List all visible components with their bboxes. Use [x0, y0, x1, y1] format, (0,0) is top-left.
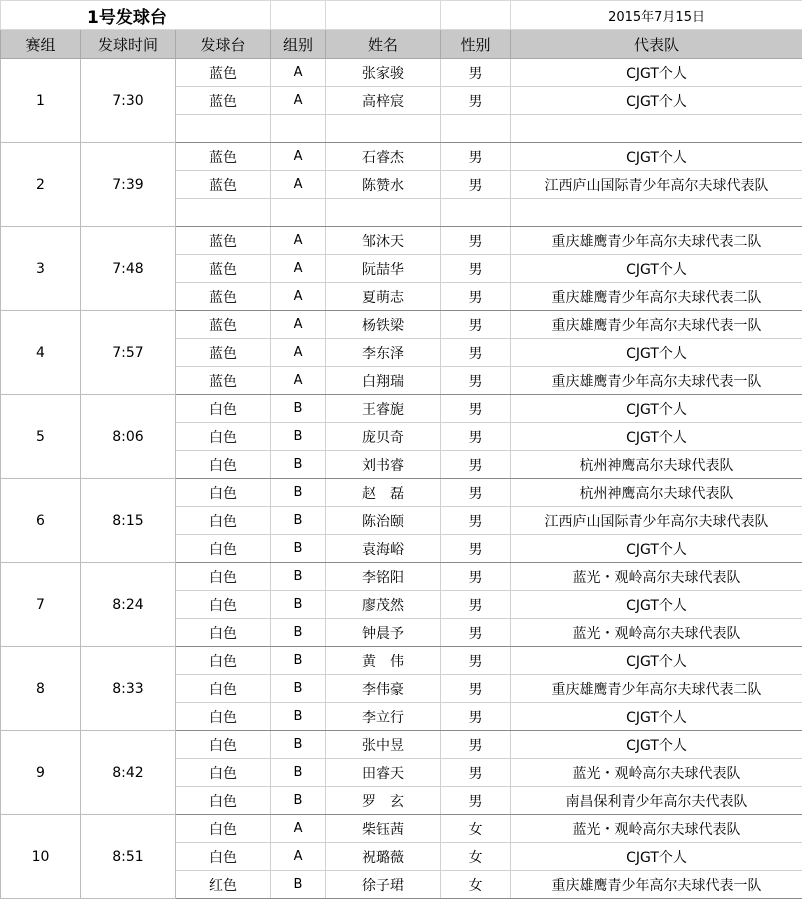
player-name-cell[interactable]: 陈治颐	[326, 507, 441, 535]
sheet-date[interactable]: 2015年7月15日	[511, 1, 802, 30]
player-name-cell[interactable]: 陈赞水	[326, 171, 441, 199]
team-cell[interactable]: CJGT个人	[511, 703, 802, 731]
player-name-cell[interactable]: 罗 玄	[326, 787, 441, 815]
player-name-cell[interactable]: 石睿杰	[326, 143, 441, 171]
group-number-cell[interactable]: 1	[1, 59, 81, 143]
class-cell[interactable]: A	[271, 171, 326, 199]
player-name-cell[interactable]: 李东泽	[326, 339, 441, 367]
tee-time-cell[interactable]: 7:30	[81, 59, 176, 143]
player-name-cell[interactable]: 刘书睿	[326, 451, 441, 479]
class-cell[interactable]: A	[271, 227, 326, 255]
tee-time-cell[interactable]: 8:06	[81, 395, 176, 479]
gender-cell[interactable]: 男	[441, 171, 511, 199]
team-cell[interactable]: 重庆雄鹰青少年高尔夫球代表二队	[511, 675, 802, 703]
team-cell[interactable]: 重庆雄鹰青少年高尔夫球代表一队	[511, 367, 802, 395]
team-cell[interactable]: 蓝光・观岭高尔夫球代表队	[511, 759, 802, 787]
class-cell[interactable]: B	[271, 423, 326, 451]
group-number-cell[interactable]: 8	[1, 647, 81, 731]
team-cell[interactable]: 江西庐山国际青少年高尔夫球代表队	[511, 171, 802, 199]
empty-cell[interactable]	[326, 1, 441, 30]
team-cell[interactable]: 重庆雄鹰青少年高尔夫球代表一队	[511, 871, 802, 899]
tee-color-cell[interactable]: 白色	[176, 591, 271, 619]
class-cell[interactable]: B	[271, 395, 326, 423]
gender-cell[interactable]: 男	[441, 255, 511, 283]
header-row	[1, 30, 802, 59]
sheet-title[interactable]: 1号发球台	[1, 1, 271, 30]
team-cell[interactable]: CJGT个人	[511, 731, 802, 759]
header-group[interactable]: 赛组	[1, 30, 81, 59]
player-name-cell[interactable]: 张中昱	[326, 731, 441, 759]
player-name-cell[interactable]: 赵 磊	[326, 479, 441, 507]
team-cell[interactable]: CJGT个人	[511, 87, 802, 115]
player-name-cell[interactable]: 庞贝奇	[326, 423, 441, 451]
tee-color-cell[interactable]	[176, 199, 271, 227]
class-cell[interactable]: B	[271, 731, 326, 759]
class-cell[interactable]	[271, 115, 326, 143]
class-cell[interactable]: A	[271, 143, 326, 171]
gender-cell[interactable]: 男	[441, 451, 511, 479]
tee-color-cell[interactable]: 白色	[176, 787, 271, 815]
team-cell[interactable]: 蓝光・观岭高尔夫球代表队	[511, 563, 802, 591]
player-name-cell[interactable]: 袁海峪	[326, 535, 441, 563]
team-cell[interactable]: CJGT个人	[511, 647, 802, 675]
team-cell[interactable]	[511, 199, 802, 227]
gender-cell[interactable]: 男	[441, 787, 511, 815]
class-cell[interactable]: B	[271, 451, 326, 479]
player-name-cell[interactable]: 阮喆华	[326, 255, 441, 283]
player-name-cell[interactable]: 祝璐薇	[326, 843, 441, 871]
gender-cell[interactable]: 男	[441, 507, 511, 535]
player-name-cell[interactable]: 李立行	[326, 703, 441, 731]
tee-color-cell[interactable]: 蓝色	[176, 339, 271, 367]
title-row	[1, 1, 802, 30]
player-name-cell[interactable]: 高梓宸	[326, 87, 441, 115]
gender-cell[interactable]: 男	[441, 59, 511, 87]
table-row	[1, 59, 802, 87]
tee-color-cell[interactable]: 白色	[176, 423, 271, 451]
group-number-cell[interactable]: 7	[1, 563, 81, 647]
tee-time-cell[interactable]: 8:24	[81, 563, 176, 647]
group-number-cell[interactable]: 2	[1, 143, 81, 227]
class-cell[interactable]: A	[271, 87, 326, 115]
class-cell[interactable]: B	[271, 619, 326, 647]
gender-cell[interactable]: 女	[441, 815, 511, 843]
tee-color-cell[interactable]: 白色	[176, 731, 271, 759]
class-cell[interactable]: B	[271, 787, 326, 815]
player-name-cell[interactable]: 杨铁梁	[326, 311, 441, 339]
gender-cell[interactable]: 男	[441, 423, 511, 451]
table-row	[1, 311, 802, 339]
player-name-cell[interactable]: 白翔瑞	[326, 367, 441, 395]
gender-cell[interactable]: 男	[441, 647, 511, 675]
gender-cell[interactable]: 男	[441, 619, 511, 647]
gender-cell[interactable]: 男	[441, 731, 511, 759]
table-row	[1, 143, 802, 171]
team-cell[interactable]: 南昌保利青少年高尔夫代表队	[511, 787, 802, 815]
class-cell[interactable]: A	[271, 255, 326, 283]
tee-color-cell[interactable]: 白色	[176, 451, 271, 479]
team-cell[interactable]: 杭州神鹰高尔夫球代表队	[511, 479, 802, 507]
class-cell[interactable]: A	[271, 283, 326, 311]
gender-cell[interactable]: 男	[441, 759, 511, 787]
gender-cell[interactable]: 女	[441, 871, 511, 899]
team-cell[interactable]: CJGT个人	[511, 59, 802, 87]
gender-cell[interactable]: 男	[441, 675, 511, 703]
tee-time-cell[interactable]: 8:15	[81, 479, 176, 563]
team-cell[interactable]: 重庆雄鹰青少年高尔夫球代表二队	[511, 283, 802, 311]
player-name-cell[interactable]: 徐子珺	[326, 871, 441, 899]
gender-cell[interactable]	[441, 115, 511, 143]
gender-cell[interactable]: 男	[441, 367, 511, 395]
gender-cell[interactable]: 男	[441, 339, 511, 367]
tee-color-cell[interactable]: 白色	[176, 703, 271, 731]
table-row	[1, 479, 802, 507]
tee-color-cell[interactable]: 蓝色	[176, 227, 271, 255]
team-cell[interactable]: 重庆雄鹰青少年高尔夫球代表一队	[511, 311, 802, 339]
class-cell[interactable]: B	[271, 479, 326, 507]
class-cell[interactable]: B	[271, 871, 326, 899]
team-cell[interactable]: CJGT个人	[511, 395, 802, 423]
player-name-cell[interactable]: 李伟豪	[326, 675, 441, 703]
tee-color-cell[interactable]: 蓝色	[176, 87, 271, 115]
tee-color-cell[interactable]: 白色	[176, 507, 271, 535]
tee-color-cell[interactable]: 蓝色	[176, 283, 271, 311]
tee-color-cell[interactable]: 蓝色	[176, 255, 271, 283]
tee-color-cell[interactable]: 红色	[176, 871, 271, 899]
class-cell[interactable]: B	[271, 507, 326, 535]
player-name-cell[interactable]: 李铭阳	[326, 563, 441, 591]
class-cell[interactable]: B	[271, 703, 326, 731]
group-number-cell[interactable]: 10	[1, 815, 81, 899]
player-name-cell[interactable]: 邹沐天	[326, 227, 441, 255]
table-row	[1, 563, 802, 591]
tee-color-cell[interactable]	[176, 115, 271, 143]
gender-cell[interactable]: 男	[441, 143, 511, 171]
tee-color-cell[interactable]: 白色	[176, 619, 271, 647]
class-cell[interactable]: B	[271, 563, 326, 591]
tee-color-cell[interactable]: 白色	[176, 535, 271, 563]
gender-cell[interactable]: 男	[441, 591, 511, 619]
group-number-cell[interactable]: 3	[1, 227, 81, 311]
player-name-cell[interactable]: 张家骏	[326, 59, 441, 87]
tee-color-cell[interactable]: 白色	[176, 815, 271, 843]
tee-color-cell[interactable]: 白色	[176, 759, 271, 787]
team-cell[interactable]: 杭州神鹰高尔夫球代表队	[511, 451, 802, 479]
header-gender[interactable]: 性别	[441, 30, 511, 59]
player-name-cell[interactable]: 王睿旎	[326, 395, 441, 423]
player-name-cell[interactable]: 夏萌志	[326, 283, 441, 311]
tee-color-cell[interactable]: 蓝色	[176, 311, 271, 339]
group-number-cell[interactable]: 5	[1, 395, 81, 479]
empty-cell[interactable]	[271, 1, 326, 30]
tee-color-cell[interactable]: 白色	[176, 395, 271, 423]
tee-time-cell[interactable]: 7:57	[81, 311, 176, 395]
team-cell[interactable]	[511, 115, 802, 143]
team-cell[interactable]: 重庆雄鹰青少年高尔夫球代表二队	[511, 227, 802, 255]
tee-time-cell[interactable]: 8:51	[81, 815, 176, 899]
tee-color-cell[interactable]: 蓝色	[176, 367, 271, 395]
player-name-cell[interactable]: 钟晨予	[326, 619, 441, 647]
tee-color-cell[interactable]: 白色	[176, 843, 271, 871]
header-team[interactable]: 代表队	[511, 30, 802, 59]
team-cell[interactable]: CJGT个人	[511, 143, 802, 171]
gender-cell[interactable]: 男	[441, 703, 511, 731]
class-cell[interactable]	[271, 199, 326, 227]
class-cell[interactable]: A	[271, 339, 326, 367]
class-cell[interactable]: A	[271, 815, 326, 843]
group-number-cell[interactable]: 4	[1, 311, 81, 395]
tee-color-cell[interactable]: 白色	[176, 675, 271, 703]
group-number-cell[interactable]: 6	[1, 479, 81, 563]
gender-cell[interactable]	[441, 199, 511, 227]
team-cell[interactable]: 江西庐山国际青少年高尔夫球代表队	[511, 507, 802, 535]
team-cell[interactable]: CJGT个人	[511, 423, 802, 451]
tee-color-cell[interactable]: 蓝色	[176, 171, 271, 199]
gender-cell[interactable]: 男	[441, 535, 511, 563]
player-name-cell[interactable]: 田睿天	[326, 759, 441, 787]
group-number-cell[interactable]: 9	[1, 731, 81, 815]
tee-time-cell[interactable]: 8:42	[81, 731, 176, 815]
class-cell[interactable]: A	[271, 311, 326, 339]
table-row	[1, 227, 802, 255]
table-row	[1, 395, 802, 423]
class-cell[interactable]: B	[271, 535, 326, 563]
gender-cell[interactable]: 女	[441, 843, 511, 871]
team-cell[interactable]: CJGT个人	[511, 535, 802, 563]
tee-color-cell[interactable]: 蓝色	[176, 143, 271, 171]
gender-cell[interactable]: 男	[441, 227, 511, 255]
tee-time-cell[interactable]: 7:39	[81, 143, 176, 227]
team-cell[interactable]: 蓝光・观岭高尔夫球代表队	[511, 815, 802, 843]
gender-cell[interactable]: 男	[441, 563, 511, 591]
header-time[interactable]: 发球时间	[81, 30, 176, 59]
class-cell[interactable]: B	[271, 675, 326, 703]
player-name-cell[interactable]: 廖茂然	[326, 591, 441, 619]
gender-cell[interactable]: 男	[441, 87, 511, 115]
team-cell[interactable]: 蓝光・观岭高尔夫球代表队	[511, 619, 802, 647]
player-name-cell[interactable]: 柴钰茜	[326, 815, 441, 843]
table-row	[1, 815, 802, 843]
tee-color-cell[interactable]: 白色	[176, 647, 271, 675]
gender-cell[interactable]: 男	[441, 283, 511, 311]
team-cell[interactable]: CJGT个人	[511, 339, 802, 367]
class-cell[interactable]: B	[271, 591, 326, 619]
gender-cell[interactable]: 男	[441, 395, 511, 423]
team-cell[interactable]: CJGT个人	[511, 255, 802, 283]
header-name[interactable]: 姓名	[326, 30, 441, 59]
tee-time-cell[interactable]: 7:48	[81, 227, 176, 311]
class-cell[interactable]: A	[271, 367, 326, 395]
class-cell[interactable]: B	[271, 647, 326, 675]
player-name-cell[interactable]	[326, 199, 441, 227]
class-cell[interactable]: B	[271, 759, 326, 787]
player-name-cell[interactable]	[326, 115, 441, 143]
class-cell[interactable]: A	[271, 843, 326, 871]
empty-cell[interactable]	[441, 1, 511, 30]
class-cell[interactable]: A	[271, 59, 326, 87]
table-row	[1, 647, 802, 675]
tee-time-cell[interactable]: 8:33	[81, 647, 176, 731]
header-class[interactable]: 组别	[271, 30, 326, 59]
team-cell[interactable]: CJGT个人	[511, 843, 802, 871]
tee-color-cell[interactable]: 白色	[176, 479, 271, 507]
player-name-cell[interactable]: 黄 伟	[326, 647, 441, 675]
team-cell[interactable]: CJGT个人	[511, 591, 802, 619]
table-row	[1, 731, 802, 759]
gender-cell[interactable]: 男	[441, 311, 511, 339]
tee-color-cell[interactable]: 白色	[176, 563, 271, 591]
header-tee[interactable]: 发球台	[176, 30, 271, 59]
gender-cell[interactable]: 男	[441, 479, 511, 507]
tee-color-cell[interactable]: 蓝色	[176, 59, 271, 87]
